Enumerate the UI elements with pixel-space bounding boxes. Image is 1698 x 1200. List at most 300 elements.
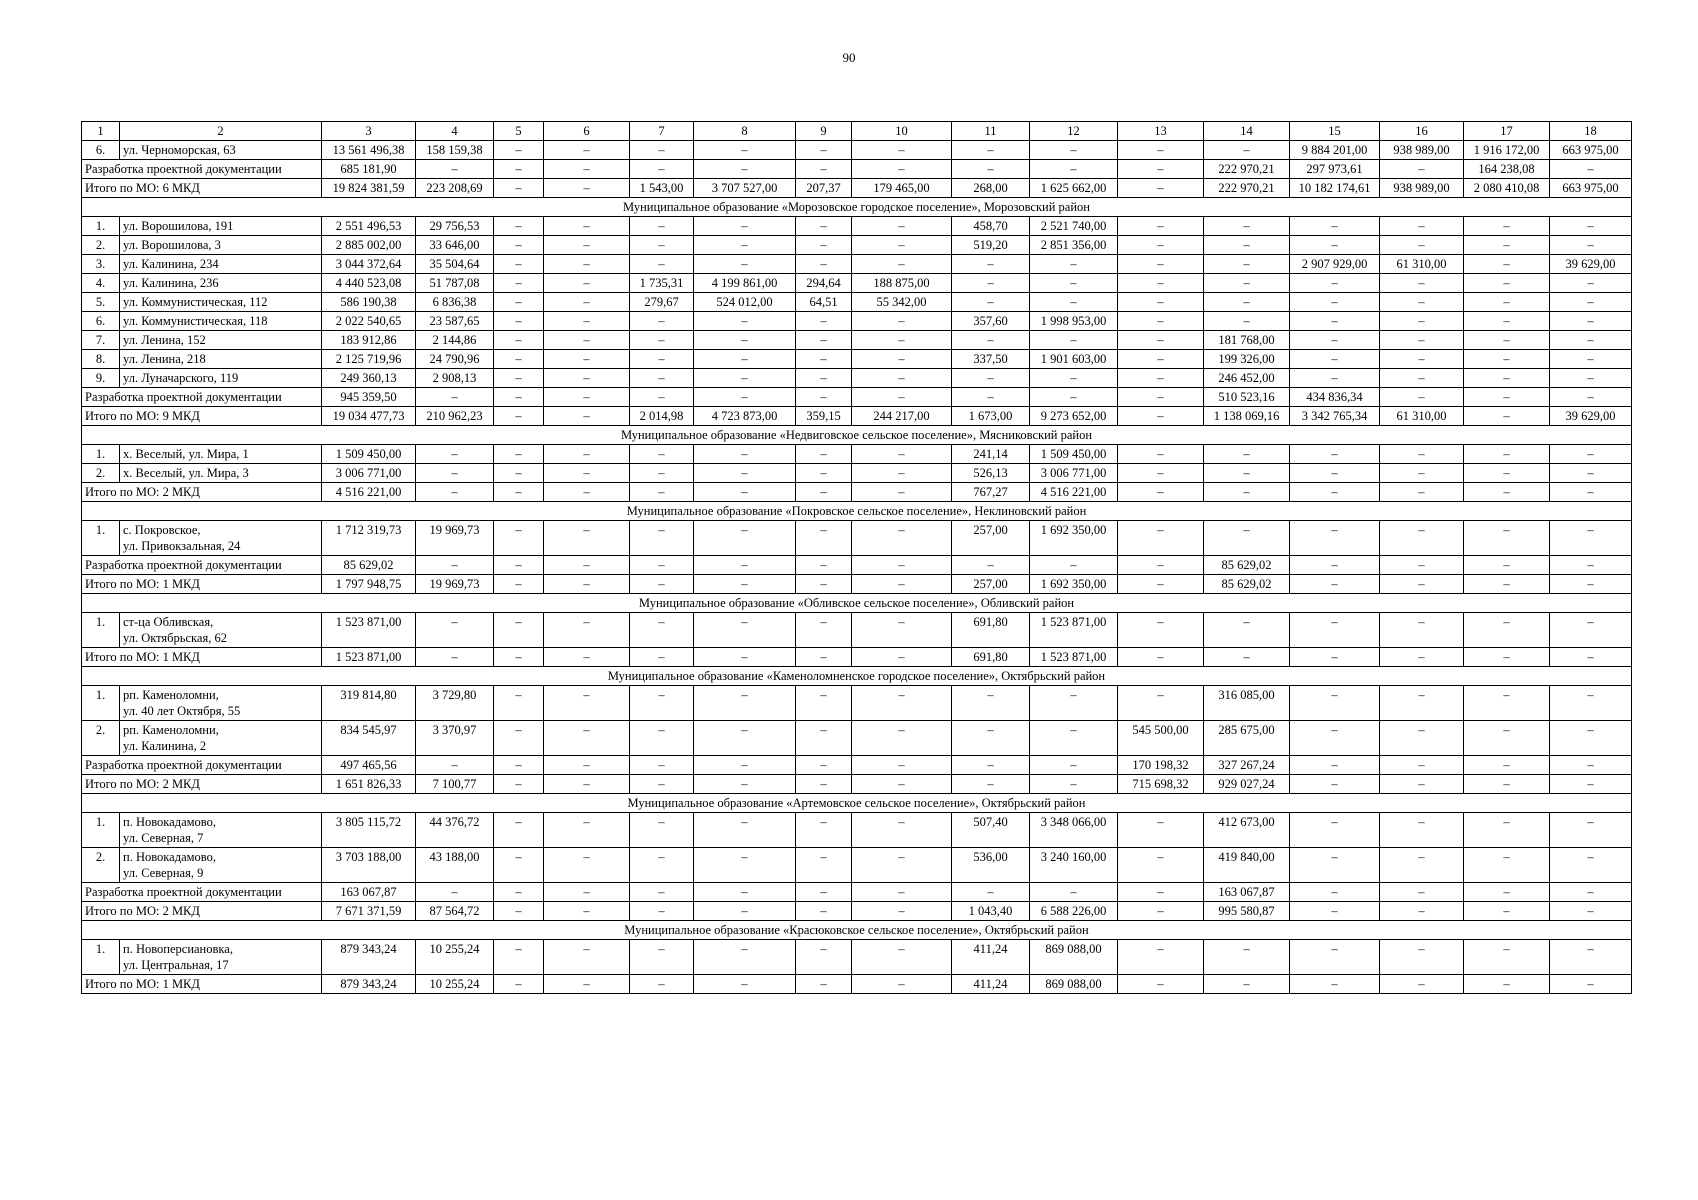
value-cell: – [694,388,796,407]
building-row [82,940,1632,975]
value-cell: 85 629,02 [322,556,416,575]
value-cell: 1 523 871,00 [1030,613,1118,648]
value-cell: – [544,369,630,388]
value-cell: – [1550,293,1632,312]
value-cell: – [796,556,852,575]
value-cell: – [1290,464,1380,483]
address-cell [120,721,322,756]
value-cell: – [1204,255,1290,274]
value-cell: – [1550,369,1632,388]
address-cell [120,255,322,274]
value-cell: 183 912,86 [322,331,416,350]
value-cell: 411,24 [952,940,1030,975]
value-cell: – [796,312,852,331]
value-cell: – [630,848,694,883]
value-cell: – [1204,312,1290,331]
value-cell: – [1118,293,1204,312]
value-cell: – [630,975,694,994]
value-cell: – [1030,883,1118,902]
value-cell: – [694,756,796,775]
value-cell: – [1550,388,1632,407]
value-cell: – [1030,160,1118,179]
value-cell: – [952,756,1030,775]
value-cell: – [1118,556,1204,575]
value-cell: – [952,255,1030,274]
value-cell: 663 975,00 [1550,179,1632,198]
building-row [82,274,1632,293]
value-cell: 1 797 948,75 [322,575,416,594]
value-cell: – [1464,464,1550,483]
value-cell: – [1550,331,1632,350]
value-cell: – [494,775,544,794]
value-cell: 43 188,00 [416,848,494,883]
value-cell: 2 907 929,00 [1290,255,1380,274]
column-number: 6 [544,122,630,141]
value-cell: – [1118,940,1204,975]
value-cell: – [544,940,630,975]
address-cell [120,521,322,556]
value-cell: – [1464,312,1550,331]
address-line: ул. Северная, 9 [123,866,204,880]
summary-row [82,575,1632,594]
summary-label: Итого по МО: 1 МКД [82,648,322,667]
column-number: 3 [322,122,416,141]
value-cell: 4 199 861,00 [694,274,796,293]
value-cell: – [796,721,852,756]
value-cell: 1 998 953,00 [1030,312,1118,331]
value-cell: – [494,883,544,902]
value-cell: – [1204,975,1290,994]
row-number: 1. [82,613,120,648]
value-cell: – [952,141,1030,160]
value-cell: – [852,883,952,902]
value-cell: 715 698,32 [1118,775,1204,794]
value-cell: – [1290,775,1380,794]
value-cell: – [494,217,544,236]
value-cell: – [1464,350,1550,369]
building-row [82,350,1632,369]
address-line: ул. Ленина, 218 [123,352,206,366]
value-cell: – [1380,575,1464,594]
value-cell: – [952,369,1030,388]
value-cell: 995 580,87 [1204,902,1290,921]
value-cell: – [494,350,544,369]
value-cell: 1 651 826,33 [322,775,416,794]
value-cell: 412 673,00 [1204,813,1290,848]
value-cell: – [1030,141,1118,160]
value-cell: – [630,369,694,388]
value-cell: – [544,813,630,848]
value-cell: – [494,331,544,350]
value-cell: – [494,648,544,667]
address-line: ул. Привокзальная, 24 [123,539,241,553]
value-cell: – [1290,902,1380,921]
value-cell: – [796,902,852,921]
value-cell: 297 973,61 [1290,160,1380,179]
value-cell: 4 516 221,00 [322,483,416,502]
summary-row [82,648,1632,667]
row-number: 8. [82,350,120,369]
value-cell: – [1030,388,1118,407]
value-cell: – [544,483,630,502]
value-cell: – [952,331,1030,350]
value-cell: 199 326,00 [1204,350,1290,369]
summary-label: Разработка проектной документации [82,160,322,179]
value-cell: 170 198,32 [1118,756,1204,775]
value-cell: – [1380,236,1464,255]
value-cell: – [1380,721,1464,756]
value-cell: – [1204,648,1290,667]
value-cell: – [494,160,544,179]
value-cell: – [852,141,952,160]
value-cell: – [694,775,796,794]
value-cell: – [1290,975,1380,994]
value-cell: 257,00 [952,575,1030,594]
value-cell: – [1464,556,1550,575]
value-cell: – [796,255,852,274]
value-cell: – [694,236,796,255]
value-cell: – [796,369,852,388]
column-number: 5 [494,122,544,141]
value-cell: – [630,556,694,575]
address-line: х. Веселый, ул. Мира, 1 [123,447,249,461]
value-cell: 507,40 [952,813,1030,848]
value-cell: – [1204,483,1290,502]
value-cell: – [694,160,796,179]
value-cell: – [1118,312,1204,331]
value-cell: – [796,686,852,721]
value-cell: 85 629,02 [1204,556,1290,575]
value-cell: – [1290,236,1380,255]
value-cell: 210 962,23 [416,407,494,426]
value-cell: – [1464,483,1550,502]
value-cell: – [852,350,952,369]
value-cell: 2 885 002,00 [322,236,416,255]
value-cell: – [1550,160,1632,179]
value-cell: – [630,445,694,464]
row-number: 1. [82,940,120,975]
value-cell: – [416,483,494,502]
value-cell: – [1550,613,1632,648]
address-line: с. Покровское, [123,523,201,537]
value-cell: – [1550,975,1632,994]
value-cell: 1 523 871,00 [1030,648,1118,667]
summary-row [82,556,1632,575]
value-cell: – [630,255,694,274]
value-cell: – [1290,613,1380,648]
value-cell: – [544,160,630,179]
value-cell: 10 255,24 [416,975,494,994]
address-cell [120,613,322,648]
value-cell: 1 523 871,00 [322,648,416,667]
value-cell: – [1550,883,1632,902]
value-cell: 222 970,21 [1204,160,1290,179]
value-cell: – [494,369,544,388]
value-cell: – [494,575,544,594]
value-cell: – [1118,445,1204,464]
value-cell: – [544,848,630,883]
value-cell: – [494,483,544,502]
value-cell: – [1464,255,1550,274]
value-cell: – [1030,369,1118,388]
value-cell: – [1204,217,1290,236]
summary-row [82,775,1632,794]
value-cell: 2 908,13 [416,369,494,388]
value-cell: – [1550,236,1632,255]
value-cell: – [1380,883,1464,902]
value-cell: – [630,388,694,407]
value-cell: – [544,756,630,775]
value-cell: – [852,483,952,502]
value-cell: – [852,575,952,594]
value-cell: – [494,274,544,293]
summary-row [82,483,1632,502]
summary-label: Итого по МО: 2 МКД [82,775,322,794]
value-cell: 3 044 372,64 [322,255,416,274]
value-cell: 879 343,24 [322,940,416,975]
value-cell: 834 545,97 [322,721,416,756]
value-cell: – [1030,756,1118,775]
summary-label: Итого по МО: 2 МКД [82,902,322,921]
value-cell: – [952,883,1030,902]
address-line: п. Новокадамово, [123,815,216,829]
value-cell: – [796,217,852,236]
value-cell: – [1380,445,1464,464]
value-cell: 268,00 [952,179,1030,198]
value-cell: – [1118,613,1204,648]
value-cell: – [1550,848,1632,883]
value-cell: 2 080 410,08 [1464,179,1550,198]
value-cell: – [796,975,852,994]
value-cell: – [1290,350,1380,369]
value-cell: – [630,902,694,921]
municipality-heading-row [82,502,1632,521]
value-cell: 2 125 719,96 [322,350,416,369]
value-cell: – [852,975,952,994]
value-cell: – [1030,331,1118,350]
building-row [82,721,1632,756]
value-cell: – [952,274,1030,293]
value-cell: 85 629,02 [1204,575,1290,594]
value-cell: – [416,556,494,575]
value-cell: 3 707 527,00 [694,179,796,198]
value-cell: 1 916 172,00 [1464,141,1550,160]
building-row [82,445,1632,464]
value-cell: – [1290,293,1380,312]
value-cell: – [694,255,796,274]
value-cell: – [1380,217,1464,236]
value-cell: – [1380,521,1464,556]
building-row [82,369,1632,388]
value-cell: – [1464,521,1550,556]
column-number: 13 [1118,122,1204,141]
value-cell: – [630,350,694,369]
value-cell: – [494,141,544,160]
value-cell: – [852,312,952,331]
value-cell: 87 564,72 [416,902,494,921]
municipality-heading-row [82,667,1632,686]
building-row [82,331,1632,350]
value-cell: – [1290,883,1380,902]
building-row [82,521,1632,556]
value-cell: 10 182 174,61 [1290,179,1380,198]
building-row [82,236,1632,255]
value-cell: 163 067,87 [1204,883,1290,902]
value-cell: – [1118,388,1204,407]
value-cell: – [494,312,544,331]
value-cell: 244 217,00 [852,407,952,426]
value-cell: – [694,217,796,236]
value-cell: – [1118,407,1204,426]
value-cell: – [544,775,630,794]
value-cell: – [1550,217,1632,236]
value-cell: – [1290,756,1380,775]
value-cell: – [796,613,852,648]
value-cell: 3 703 188,00 [322,848,416,883]
value-cell: 458,70 [952,217,1030,236]
value-cell: – [796,648,852,667]
value-cell: – [416,464,494,483]
value-cell: 188 875,00 [852,274,952,293]
value-cell: – [544,556,630,575]
value-cell: – [630,464,694,483]
row-number: 1. [82,686,120,721]
value-cell: – [852,388,952,407]
value-cell: – [694,902,796,921]
value-cell: – [796,141,852,160]
value-cell: – [1380,293,1464,312]
value-cell: – [1118,236,1204,255]
row-number: 7. [82,331,120,350]
value-cell: – [1118,141,1204,160]
building-row [82,141,1632,160]
value-cell: – [1464,388,1550,407]
value-cell: – [544,686,630,721]
value-cell: 526,13 [952,464,1030,483]
value-cell: – [796,940,852,975]
value-cell: 1 509 450,00 [1030,445,1118,464]
value-cell: – [694,141,796,160]
value-cell: – [494,255,544,274]
address-cell [120,312,322,331]
value-cell: 3 805 115,72 [322,813,416,848]
value-cell: 524 012,00 [694,293,796,312]
value-cell: – [544,407,630,426]
column-number: 9 [796,122,852,141]
value-cell: – [544,613,630,648]
value-cell: 223 208,69 [416,179,494,198]
value-cell: 869 088,00 [1030,975,1118,994]
value-cell: – [630,141,694,160]
value-cell: – [1550,648,1632,667]
summary-row [82,388,1632,407]
address-line: ул. Калинина, 2 [123,739,207,753]
value-cell: – [1380,464,1464,483]
value-cell: – [1290,274,1380,293]
value-cell: 1 735,31 [630,274,694,293]
value-cell: – [1380,312,1464,331]
value-cell: – [416,613,494,648]
summary-row [82,160,1632,179]
value-cell: – [796,883,852,902]
municipality-heading-row [82,594,1632,613]
address-line: рп. Каменоломни, [123,723,219,737]
value-cell: – [796,775,852,794]
value-cell: – [630,648,694,667]
value-cell: – [1464,813,1550,848]
value-cell: 685 181,90 [322,160,416,179]
value-cell: – [544,975,630,994]
column-number: 1 [82,122,120,141]
value-cell: – [694,369,796,388]
value-cell: – [1030,293,1118,312]
value-cell: – [1204,464,1290,483]
value-cell: – [952,556,1030,575]
address-line: ул. Черноморская, 63 [123,143,236,157]
value-cell: 319 814,80 [322,686,416,721]
value-cell: 1 673,00 [952,407,1030,426]
value-cell: – [852,445,952,464]
value-cell: – [544,179,630,198]
value-cell: 279,67 [630,293,694,312]
value-cell: – [852,648,952,667]
row-number: 2. [82,848,120,883]
value-cell: – [494,940,544,975]
value-cell: – [694,575,796,594]
value-cell: – [544,575,630,594]
value-cell: – [1464,648,1550,667]
value-cell: – [1380,388,1464,407]
value-cell: 2 022 540,65 [322,312,416,331]
value-cell: – [852,556,952,575]
column-number: 2 [120,122,322,141]
value-cell: – [1118,521,1204,556]
value-cell: – [1464,575,1550,594]
value-cell: – [1464,940,1550,975]
value-cell: – [1464,331,1550,350]
value-cell: – [544,141,630,160]
value-cell: – [694,312,796,331]
value-cell: 158 159,38 [416,141,494,160]
value-cell: – [494,445,544,464]
address-line: ул. Коммунистическая, 118 [123,314,268,328]
value-cell: – [1380,902,1464,921]
value-cell: – [494,975,544,994]
value-cell: – [694,940,796,975]
row-number: 1. [82,521,120,556]
value-cell: – [544,255,630,274]
value-cell: – [494,848,544,883]
row-number: 1. [82,445,120,464]
value-cell: – [1464,848,1550,883]
value-cell: – [694,445,796,464]
building-row [82,813,1632,848]
value-cell: – [694,331,796,350]
building-row [82,686,1632,721]
municipality-heading: Муниципальное образование «Каменоломненское городское поселение», Октябрьский район [82,667,1632,686]
value-cell: – [796,445,852,464]
value-cell: 24 790,96 [416,350,494,369]
value-cell: – [694,521,796,556]
value-cell: 945 359,50 [322,388,416,407]
value-cell: – [494,521,544,556]
address-cell [120,274,322,293]
value-cell: – [544,521,630,556]
value-cell: – [1030,775,1118,794]
value-cell: – [694,350,796,369]
value-cell: – [416,160,494,179]
summary-label: Разработка проектной документации [82,883,322,902]
